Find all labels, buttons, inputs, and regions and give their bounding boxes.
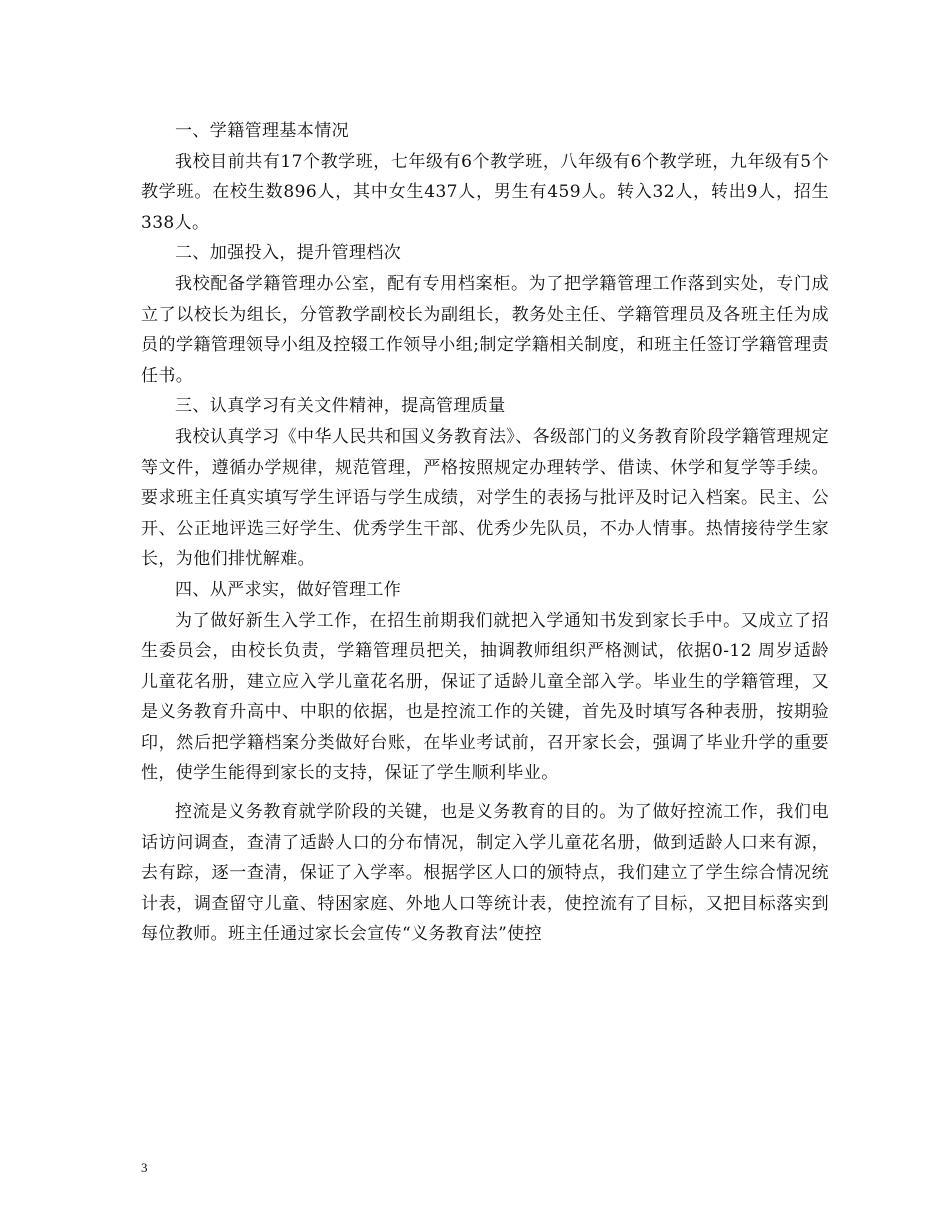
- paragraph-dropout-control: 控流是义务教育就学阶段的关键，也是义务教育的目的。为了做好控流工作，我们电话访问调查，查清了适龄人口的分布情况，制定入学儿童花名册，做到适龄人口来有源，去有踪，逐一查清，保证了入学率。根据学区人口的颁特点，我们建立了学生综合情况统计表，调查留守儿童、特困家庭、外地人口等统计表，使控流有了目标，又把目标落实到每位教师。班主任通过家长会宣传“义务教育法”使控: [141, 802, 829, 945]
- paragraph-investment: 我校配备学籍管理办公室，配有专用档案柜。为了把学籍管理工作落到实处，专门成立了以校长为组长，分管教学副校长为副组长，教务处主任、学籍管理员及各班主任为成员的学籍管理领导小组及控辍工作领导小组;制定学籍相关制度，和班主任签订学籍管理责任书。: [141, 273, 829, 386]
- page-number: 3: [141, 1160, 148, 1175]
- section-heading-4: 四、从严求实，做好管理工作: [175, 579, 402, 600]
- paragraph-admission-work: 为了做好新生入学工作，在招生前期我们就把入学通知书发到家长手中。又成立了招生委员会，由校长负责，学籍管理员把关，抽调教师组织严格测试，依据0-12 周岁适龄儿童花名册，建立应入学儿童花名册，保证了适龄儿童全部入学。毕业生的学籍管理，又是义务教育升高中、中职的依据，也是控流工作的关键，首先及时填写各种表册，按期验印，然后把学籍档案分类做好台账，在毕业考试前，召开家长会，强调了毕业升学的重要性，使学生能得到家长的支持，保证了学生顺利毕业。: [141, 610, 829, 784]
- section-heading-2: 二、加强投入，提升管理档次: [175, 243, 402, 264]
- paragraph-study-documents: 我校认真学习《中华人民共和国义务教育法》、各级部门的义务教育阶段学籍管理规定等文件，遵循办学规律，规范管理，严格按照规定办理转学、借读、休学和复学等手续。要求班主任真实填写学生评语与学生成绩，对学生的表扬与批评及时记入档案。民主、公开、公正地评选三好学生、优秀学生干部、优秀少先队员，不办人情事。热情接待学生家长，为他们排忧解难。: [141, 426, 829, 570]
- section-heading-1: 一、学籍管理基本情况: [175, 121, 349, 141]
- document-body: [141, 116, 829, 950]
- section-heading-3: 三、认真学习有关文件精神，提高管理质量: [175, 396, 506, 417]
- paragraph-enrollment-stats: 我校目前共有17个教学班，七年级有6个教学班，八年级有6个教学班，九年级有5个教学班。在校生数896人，其中女生437人，男生有459人。转入32人，转出9人，招生338人。: [141, 151, 829, 233]
